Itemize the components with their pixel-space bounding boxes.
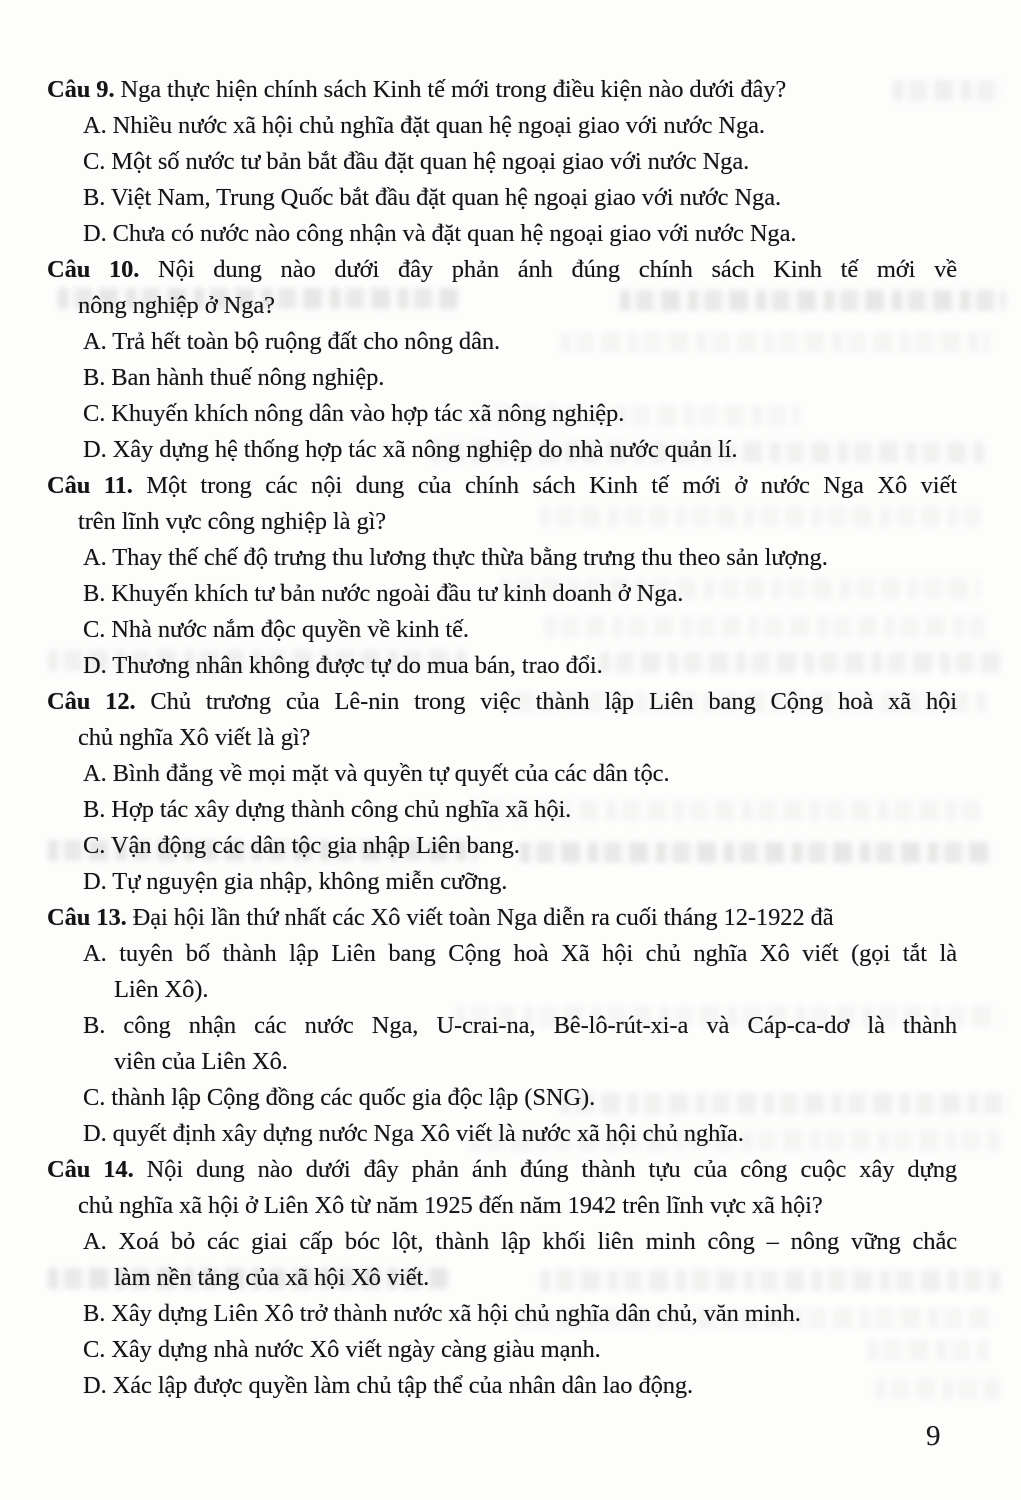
question-number: Câu 14. bbox=[47, 1156, 134, 1183]
answer-option bbox=[83, 432, 957, 468]
option-text-line: D. Chưa có nước nào công nhận và đặt quan hệ ngoại giao với nước Nga. bbox=[83, 220, 797, 247]
question-number: Câu 11. bbox=[47, 472, 133, 499]
option-text-line: D. Xác lập được quyền làm chủ tập thể của nhân dân lao động. bbox=[83, 1372, 694, 1399]
question-text-line: Câu 13. Đại hội lần thứ nhất các Xô viết toàn Nga diễn ra cuối tháng 12-1922 đã bbox=[47, 904, 834, 931]
option-text-line: A. Xoá bỏ các giai cấp bóc lột, thành lập khối liên minh công – nông vững chắc bbox=[83, 1228, 957, 1255]
question-text-line: Câu 14. Nội dung nào dưới đây phản ánh đúng thành tựu của công cuộc xây dựng bbox=[47, 1156, 957, 1183]
question-block bbox=[47, 252, 957, 468]
option-text-line: B. Ban hành thuế nông nghiệp. bbox=[83, 364, 385, 391]
option-text-line: A. Trả hết toàn bộ ruộng đất cho nông dân. bbox=[83, 328, 501, 355]
answer-option bbox=[83, 792, 957, 828]
question-text-line: Câu 9. Nga thực hiện chính sách Kinh tế mới trong điều kiện nào dưới đây? bbox=[47, 76, 787, 103]
option-text-line: B. công nhận các nước Nga, U-crai-na, Bê-lô-rút-xi-a và Cáp-ca-dơ là thành bbox=[83, 1012, 957, 1039]
question-text-line: Câu 11. Một trong các nội dung của chính sách Kinh tế mới ở nước Nga Xô viết bbox=[47, 472, 957, 499]
option-label: B. bbox=[83, 1300, 106, 1327]
options bbox=[47, 540, 957, 684]
answer-option bbox=[83, 648, 957, 684]
answer-option bbox=[83, 936, 957, 1008]
option-text-line: D. quyết định xây dựng nước Nga Xô viết là nước xã hội chủ nghĩa. bbox=[83, 1120, 744, 1147]
option-label: A. bbox=[83, 940, 107, 967]
question-text-line: nông nghiệp ở Nga? bbox=[78, 292, 275, 319]
answer-option bbox=[83, 1368, 957, 1404]
option-label: D. bbox=[83, 1120, 107, 1147]
options bbox=[47, 1224, 957, 1404]
answer-option bbox=[83, 612, 957, 648]
option-text-line: C. Nhà nước nắm độc quyền về kinh tế. bbox=[83, 616, 469, 643]
option-label: D. bbox=[83, 652, 107, 679]
option-label: A. bbox=[83, 328, 107, 355]
options bbox=[47, 756, 957, 900]
answer-option bbox=[83, 180, 957, 216]
option-text-line: làm nền tảng của xã hội Xô viết. bbox=[114, 1264, 430, 1291]
question-heading bbox=[47, 1152, 957, 1224]
option-text-line: C. Khuyến khích nông dân vào hợp tác xã nông nghiệp. bbox=[83, 400, 625, 427]
question-text-line: Câu 10. Nội dung nào dưới đây phản ánh đúng chính sách Kinh tế mới về bbox=[47, 256, 957, 283]
answer-option bbox=[83, 108, 957, 144]
question-block bbox=[47, 684, 957, 900]
option-text-line: A. Bình đẳng về mọi mặt và quyền tự quyết của các dân tộc. bbox=[83, 760, 670, 787]
option-text-line: B. Khuyến khích tư bản nước ngoài đầu tư kinh doanh ở Nga. bbox=[83, 580, 684, 607]
options bbox=[47, 936, 957, 1152]
question-block bbox=[47, 900, 957, 1152]
question-heading bbox=[47, 900, 957, 936]
option-label: A. bbox=[83, 1228, 107, 1255]
option-text-line: B. Xây dựng Liên Xô trở thành nước xã hội chủ nghĩa dân chủ, văn minh. bbox=[83, 1300, 801, 1327]
answer-option bbox=[83, 324, 957, 360]
question-text-line: trên lĩnh vực công nghiệp là gì? bbox=[78, 508, 387, 535]
option-label: B. bbox=[83, 580, 106, 607]
answer-option bbox=[83, 1008, 957, 1080]
option-label: A. bbox=[83, 544, 107, 571]
option-text-line: viên của Liên Xô. bbox=[114, 1048, 288, 1075]
answer-option bbox=[83, 576, 957, 612]
question-heading bbox=[47, 684, 957, 756]
question-number: Câu 10. bbox=[47, 256, 140, 283]
question-number: Câu 9. bbox=[47, 76, 115, 103]
option-text-line: C. Xây dựng nhà nước Xô viết ngày càng giàu mạnh. bbox=[83, 1336, 601, 1363]
option-text-line: A. Nhiều nước xã hội chủ nghĩa đặt quan hệ ngoại giao với nước Nga. bbox=[83, 112, 765, 139]
option-label: B. bbox=[83, 1012, 106, 1039]
option-label: A. bbox=[83, 112, 107, 139]
option-label: C. bbox=[83, 148, 106, 175]
option-text-line: C. Một số nước tư bản bắt đầu đặt quan hệ ngoại giao với nước Nga. bbox=[83, 148, 750, 175]
option-text-line: A. tuyên bố thành lập Liên bang Cộng hoà Xã hội chủ nghĩa Xô viết (gọi tắt là bbox=[83, 940, 957, 967]
option-label: B. bbox=[83, 796, 106, 823]
option-label: C. bbox=[83, 616, 106, 643]
option-text-line: Liên Xô). bbox=[114, 976, 209, 1003]
question-block bbox=[47, 1152, 957, 1404]
answer-option bbox=[83, 828, 957, 864]
option-label: D. bbox=[83, 436, 107, 463]
question-number: Câu 13. bbox=[47, 904, 127, 931]
options bbox=[47, 324, 957, 468]
option-label: C. bbox=[83, 1336, 106, 1363]
question-text-line: chủ nghĩa xã hội ở Liên Xô từ năm 1925 đến năm 1942 trên lĩnh vực xã hội? bbox=[78, 1192, 823, 1219]
question-heading bbox=[47, 72, 957, 108]
quiz-question-list bbox=[47, 72, 957, 1404]
option-label: C. bbox=[83, 1084, 106, 1111]
option-text-line: D. Tự nguyện gia nhập, không miễn cưỡng. bbox=[83, 868, 508, 895]
option-label: D. bbox=[83, 868, 107, 895]
question-number: Câu 12. bbox=[47, 688, 136, 715]
option-label: C. bbox=[83, 400, 106, 427]
answer-option bbox=[83, 1296, 957, 1332]
option-label: B. bbox=[83, 184, 106, 211]
question-block bbox=[47, 468, 957, 684]
question-heading bbox=[47, 252, 957, 324]
question-text-line: chủ nghĩa Xô viết là gì? bbox=[78, 724, 311, 751]
answer-option bbox=[83, 1116, 957, 1152]
answer-option bbox=[83, 1080, 957, 1116]
answer-option bbox=[83, 396, 957, 432]
options bbox=[47, 108, 957, 252]
option-text-line: C. Vận động các dân tộc gia nhập Liên bang. bbox=[83, 832, 520, 859]
answer-option bbox=[83, 756, 957, 792]
question-block bbox=[47, 72, 957, 252]
option-label: A. bbox=[83, 760, 107, 787]
answer-option bbox=[83, 540, 957, 576]
option-text-line: D. Thương nhân không được tự do mua bán, trao đổi. bbox=[83, 652, 603, 679]
option-label: C. bbox=[83, 832, 106, 859]
question-text-line: Câu 12. Chủ trương của Lê-nin trong việc thành lập Liên bang Cộng hoà xã hội bbox=[47, 688, 957, 715]
answer-option bbox=[83, 1224, 957, 1296]
option-label: B. bbox=[83, 364, 106, 391]
answer-option bbox=[83, 1332, 957, 1368]
option-text-line: B. Hợp tác xây dựng thành công chủ nghĩa xã hội. bbox=[83, 796, 572, 823]
answer-option bbox=[83, 216, 957, 252]
question-heading bbox=[47, 468, 957, 540]
option-label: D. bbox=[83, 1372, 107, 1399]
answer-option bbox=[83, 144, 957, 180]
option-text-line: A. Thay thế chế độ trưng thu lương thực thừa bằng trưng thu theo sản lượng. bbox=[83, 544, 828, 571]
option-text-line: B. Việt Nam, Trung Quốc bắt đầu đặt quan hệ ngoại giao với nước Nga. bbox=[83, 184, 781, 211]
option-text-line: D. Xây dựng hệ thống hợp tác xã nông nghiệp do nhà nước quản lí. bbox=[83, 436, 738, 463]
answer-option bbox=[83, 864, 957, 900]
page-number: 9 bbox=[926, 1420, 941, 1452]
answer-option bbox=[83, 360, 957, 396]
option-label: D. bbox=[83, 220, 107, 247]
option-text-line: C. thành lập Cộng đồng các quốc gia độc lập (SNG). bbox=[83, 1084, 596, 1111]
